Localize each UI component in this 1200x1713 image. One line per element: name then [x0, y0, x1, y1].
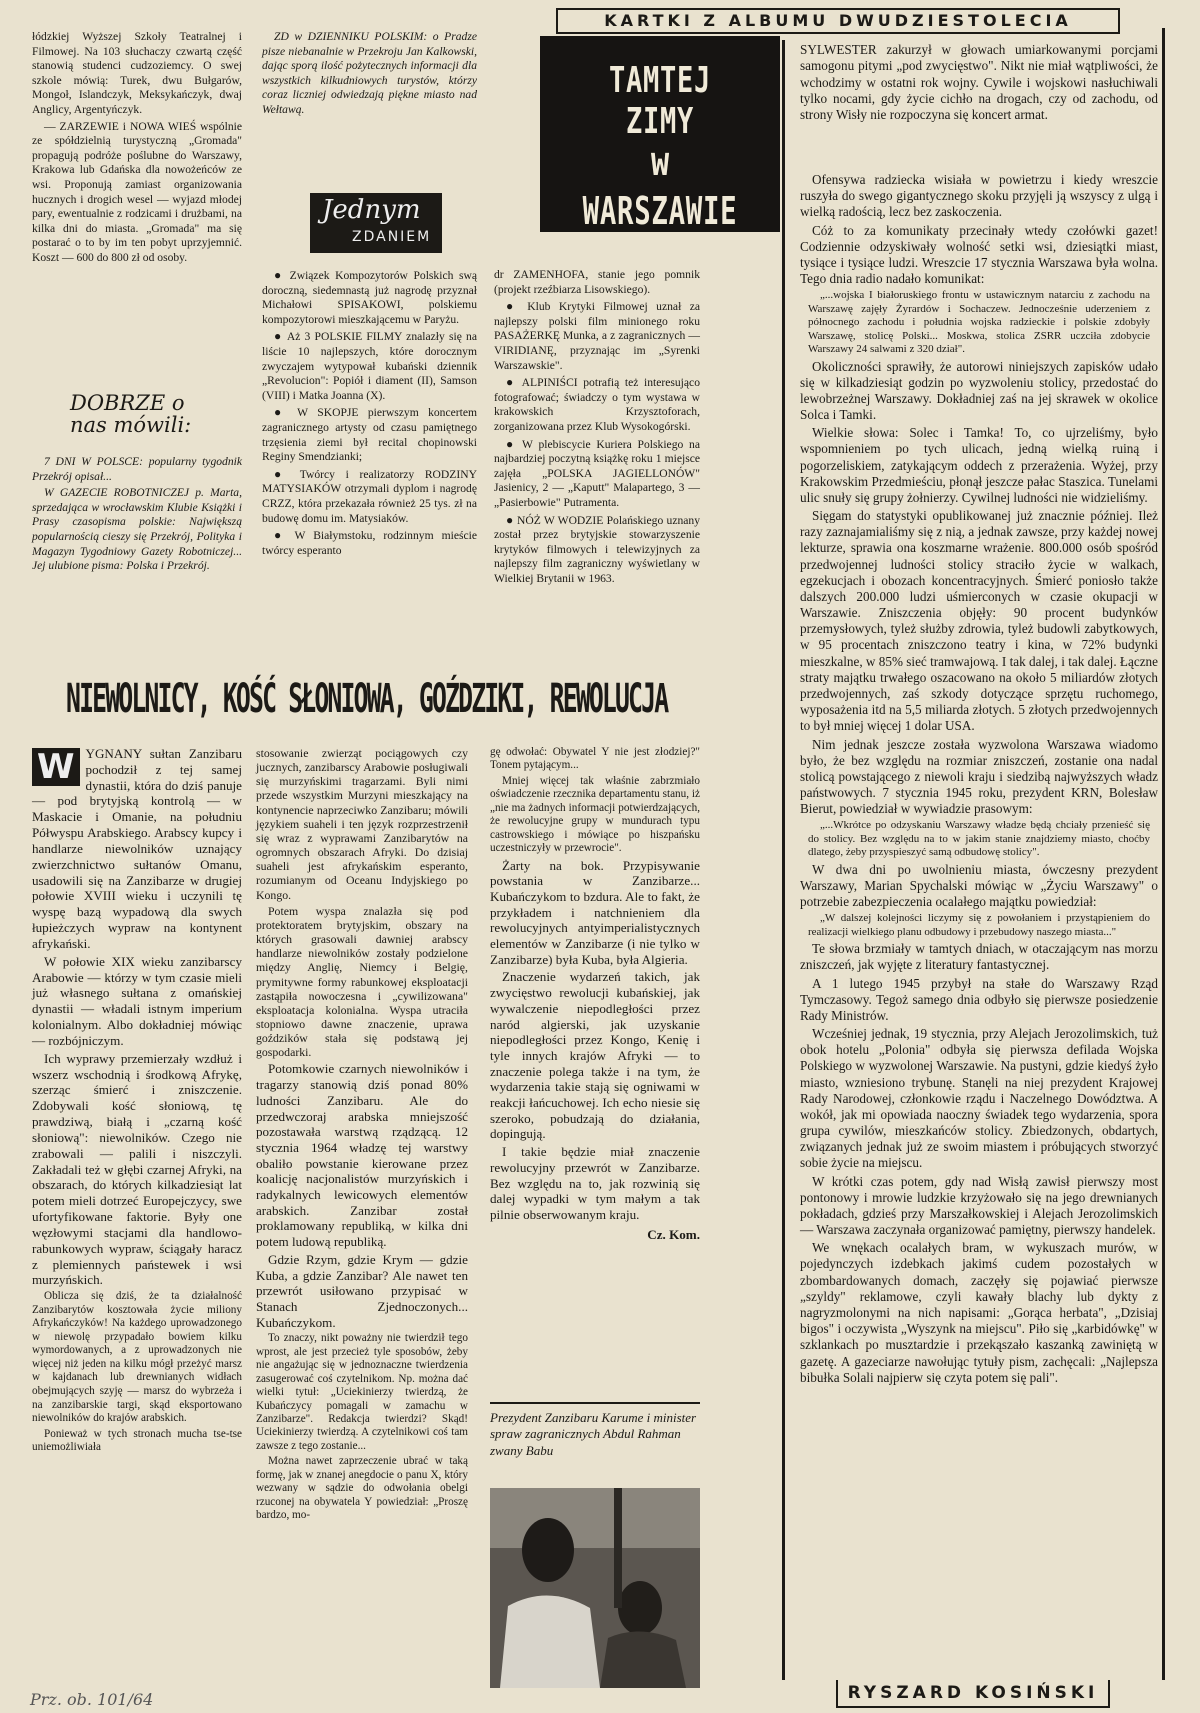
- brief-item: ● W SKOPJE pierwszym koncertem zagranicznego artysty od czasu pamiętnego trzęsienia ziemi był recital chopinowski Reginy Smendzianki;: [262, 405, 477, 464]
- body-paragraph: Ich wyprawy przemierzały wzdłuż i wszerz wschodnią i środkową Afrykę, szerząc śmierć i zniszczenie. Zdobywali kość słoniową, tę prawdziwą, białą i „czarną kość słoniową": niewolników. Czego nie zrabowali — palili i niszczyli. Zakładali też w głębi czarnej Afryki, na obszarach, do których kilkadziesiąt lat potem mieli dotrzeć Europejczycy, swe ufortyfikowane faktorie. Były one węzłowymi stacjami dla handlowo-rabunkowych wypraw, ściągały haracz z plemiennych państewek i wsi murzyńskich.: [32, 1050, 242, 1288]
- brief-item: ● Twórcy i realizatorzy RODZINY MATYSIAKÓW otrzymali dyplom i nagrodę CRZZ, która przekazała również 25 tys. zł na budowę domu im. Matysiaków.: [262, 467, 477, 526]
- note-paragraph: łódzkiej Wyższej Szkoły Teatralnej i Filmowej. Na 103 słuchaczy czwartą część stanowią studenci cudzoziemcy. O swej szkole mówią: Turek, dwu Bułgarów, Mongoł, Islandczyk, Meksykańczyk, dwaj Anglicy, Argentyńczyk.: [32, 30, 242, 116]
- body-paragraph: Ponieważ w tych stronach mucha tse-tse uniemożliwiała: [32, 1427, 242, 1454]
- brief-item: ● W plebiscycie Kuriera Polskiego na najbardziej poczytną książkę roku 1 miejsce zajęła „POLSKA JAGIELLONÓW" Jasienicy, 2 — „Kaputt" Malapartego, 3 — „Pasierbowie" Putramenta.: [494, 437, 700, 511]
- body-paragraph: Okoliczności sprawiły, że autorowi niniejszych zapisków udało się w kilkadziesiąt godzin po wyzwoleniu stolicy, przedostać do lewobrzeżnej Warszawy. Dokładniej zaś na jej skrawek w okolice Solca i Tamki.: [800, 358, 1158, 423]
- right-border-right: [1162, 28, 1165, 1680]
- body-paragraph: Można nawet zaprzeczenie ubrać w taką formę, jak w znanej anegdocie o panu X, który wezwany w sądzie do odwołania obelgi rzuconej na obywatela Y powiedział: „Proszę bardzo, mo-: [256, 1455, 468, 1522]
- brief-item: ● Aż 3 POLSKIE FILMY znalazły się na liście 10 najlepszych, które dorocznym zwyczajem wytypował kubański dziennik „Revolucion": Popiół i diament (II), Samson (VIII) i Matka Joanna (X).: [262, 329, 477, 403]
- jednym-zdaniem-logo: [310, 193, 442, 253]
- body-paragraph: W dwa dni po uwolnieniu miasta, ówczesny prezydent Warszawy, Marian Spychalski mówiąc w „Życiu Warszawy" o potrzebie zabezpieczenia ocalałego majątku powiedział:: [800, 861, 1158, 910]
- zdaniem-label: ZDANIEM: [352, 229, 432, 245]
- body-paragraph: Mniej więcej tak właśnie zabrzmiało oświadczenie rzecznika departamentu stanu, iż „nie ma żadnych informacji potwierdzających, że rewolucyjne grupy w mundurach typu castrowskiego i mówiące po hiszpańsku uczestniczyły w przewrocie".: [490, 774, 700, 855]
- note-paragraph: — ZARZEWIE i NOWA WIEŚ wspólnie ze spółdzielnią turystyczną „Gromada" propagują podróże poślubne do Warszawy, Krakowa lub Gdańska dla nowożeńców ze wsi. Proponują zamiast organizowania hucznych i drogich wesel — wyjazd młodej pary, ewentualnie z rodzicami i drużbami, na kilka dni do miasta. „Gromada" ma się postarać o to by im ten pobyt uprzyjemnić. Koszt — 600 do 800 zł od osoby.: [32, 119, 242, 264]
- brief-item: dr ZAMENHOFA, stanie jego pomnik (projekt rzeźbiarza Lisowskiego).: [494, 268, 700, 296]
- quote-paragraph: W GAZECIE ROBOTNICZEJ p. Marta, sprzedająca w wrocławskim Klubie Książki i Prasy czasopisma polskie: Największą popularnością cieszy się Przekrój, Polityka i Magazyn Tygodniowy Gazety Robotniczej... Jej ulubione pisma: Polska i Przekrój.: [32, 486, 242, 573]
- top-mid-column: [262, 30, 477, 120]
- title-line-1: TAMTEJ ZIMY: [608, 60, 712, 142]
- photo-caption: Prezydent Zanzibaru Karume i minister spraw zagranicznych Abdul Rahman zwany Babu: [490, 1410, 697, 1458]
- title-line-2: W: [650, 148, 670, 183]
- body-paragraph: Wielkie słowa: Solec i Tamka! To, co ujrzeliśmy, było wspomnieniem po tych ulicach, jedną wielką ruiną i pogorzeliskiem, zatykającym oddech z przerażenia. Wyżej, przy Krakowskim Przedmieściu, płonął jeszcze pałac Staszica. Tunelami ulic snuły się grupy żołnierzy. Cywilnej ludności nie widzieliśmy.: [800, 425, 1158, 505]
- quote-paragraph: „...wojska I białoruskiego frontu w ustawicznym natarciu z zachodu na Warszawę zajęły Żyrardów i Sochaczew. Jednocześnie uderzeniem z północnego zachodu i południa wojska radzieckie i polskie zdobyły Warszawę, stolicę Polski... Moskwa, stolica ZSRR uczciła zdobycie Warszawy 24 salwami z 320 dział".: [808, 289, 1150, 356]
- article-lead: [32, 746, 242, 952]
- brief-item: ● Klub Krytyki Filmowej uznał za najlepszy polski film minionego roku PASAŻERKĘ Munka, a z zagranicznych — VIRIDIANĘ, przyznając im „Syrenki Warszawskie".: [494, 299, 700, 373]
- article-lead-text: YGNANY sułtan Zanzibaru pochodził z tej samej dynastii, która do dziś panuje — pod brytyjską kontrolą — w Maskacie i Omanie, na południu Półwyspu Arabskiego. Arabscy kupcy i handlarze niewolników uznający zwierzchnictwo sułtanów Omanu, usadowili się na Zanzibarze w drugiej połowie XVIII wieku i uczynili tę wyspę bazą wypadową dla swych łupieżczych wypraw na kontynent afrykański.: [32, 746, 242, 951]
- body-paragraph: Wcześniej jednak, 19 stycznia, przy Alejach Jerozolimskich, tuż obok hotelu „Polonia" odbyła się pierwsza defilada Wojska Polskiego w wyzwolonej Warszawie. Na pustyni, gdzie kiedyś żyło miasto, wzniesiono trybunę. Stanęli na niej prezydent Krajowej Rady Narodowej, członkowie rządu i Naczelnego Dowództwa. A wokół, jak mi opowiada naoczny świadek tego wydarzenia, spora grupa cywilów, mieszkańców stolicy. Zbiedzonych, obdartych, związanych jednak już ze swoim miastem i próbujących stworzyć sobie życie na miejscu.: [800, 1026, 1158, 1171]
- brief-item: ● W Białymstoku, rodzinnym mieście twórcy esperanto: [262, 528, 477, 558]
- article-column-2: [256, 746, 468, 1525]
- note-paragraph: ZD w DZIENNIKU POLSKIM: o Pradze pisze niebanalnie w Przekroju Jan Kalkowski, dając sporą ilość pożytecznych informacji dla wszystkich kilkudniowych turystów, którzy coraz liczniej odwiedzają piękne miasto nad Wełtawą.: [262, 30, 477, 116]
- article-title: NIEWOLNICY, KOŚĆ SŁONIOWA, GOŹDZIKI, REWOLUCJA: [66, 676, 668, 722]
- body-paragraph: Potomkowie czarnych niewolników i tragarzy stanowią dziś ponad 80% ludności Zanzibaru. Ale do przedwczoraj arabska mniejszość pozostawała warstwą rządzącą. 12 stycznia 1964 władzę tej warstwy obaliło powstanie kierowane przez koalicję nacjonalistów murzyńskich i radykalnych lewicowych elementów arabskich. Zanzibar został proklamowany republiką, w kilka dni potem ludową republiką.: [256, 1061, 468, 1250]
- dobrze-column: [32, 455, 242, 576]
- body-paragraph: We wnękach ocalałych bram, w wykuszach murów, w pojedynczych izdebkach jakimś cudem pozostałych w zbombardowanych domach, zaczęły się pojawiać pierwsze „szyldy" reklamowe, czyli kawały blachy lub dykty z nagryzmolonymi na nich napisami: „Gorąca herbata", „Dzisiaj bigos" i oczywista „Wyszynk na miejscu". Piło się „karbidówkę" w szklankach po musztardzie i przekąszało kaszanką zawiniętą w gazetę. A gazeciarze nawołując tytuły pism, zachęcali: „Najlepsza bibułka Solali najpierw się czyta potem się pali".: [800, 1240, 1158, 1385]
- article-column-1: [32, 746, 242, 1457]
- archive-reference: Prz. ob. 101/64: [30, 1690, 154, 1709]
- dobrze-heading: DOBRZE o nas mówili:: [70, 391, 192, 438]
- top-left-column: [32, 30, 242, 268]
- body-paragraph: A 1 lutego 1945 przybył na stałe do Warszawy Rząd Tymczasowy. Tegoż samego dnia odbyło się pierwsze posiedzenie Rady Ministrów.: [800, 975, 1158, 1023]
- masthead: KARTKI Z ALBUMU DWUDZIESTOLECIA: [556, 8, 1120, 34]
- body-paragraph: Znaczenie wydarzeń takich, jak zwycięstwo rewolucji kubańskiej, jak wywalczenie niepodległości przez naród algierski, jak uzyskanie niepodległości przez Kongo, Kenię i tyle innych krajów Afryki — to znaczenie polega także i na tym, że wydarzenia takie stają się ogniwami w reakcji łańcuchowej. Ich echo niesie się szeroko, pobudzają do działania, dopingują.: [490, 969, 700, 1142]
- right-border-left: [782, 40, 785, 1680]
- intro-paragraph: SYLWESTER zakurzył w głowach umiarkowanymi porcjami samogonu pitymi „pod zwycięstwo". Nikt nie miał wątpliwości, że wchodzimy w ostatni rok wojny. Cywile i wojskowi nasłuchiwali tylko nocami, gdy życie cichło na drogach, czy od zachodu, od strony Wisły nie rozpoczyna się koncert armat.: [800, 42, 1158, 123]
- brief-item: ● NÓŻ W WODZIE Polańskiego uznany został przez brytyjskie stowarzyszenie krytyków filmowych i telewizyjnych za najlepszy film zagraniczny wyświetlany w Wielkiej Brytanii w 1963.: [494, 513, 700, 587]
- quote-paragraph: „W dalszej kolejności liczymy się z powołaniem i przystąpieniem do realizacji wielkiego planu odbudowy i przebudowy naszego miasta...": [808, 912, 1150, 938]
- article-signature: Cz. Kom.: [647, 1226, 700, 1242]
- dropcap: W: [32, 748, 80, 786]
- body-paragraph: Oblicza się dziś, że ta działalność Zanzibarytów kosztowała życie miliony Afrykańczyków! Na każdego uprowadzonego w niewolę przypadało bowiem kilku wymordowanych, a z uprowadzonych nie więcej niż jeden na kilku mógł przeżyć marsz w kajdanach lub drewnianych widłach obejmujących szyję — marsz do wybrzeża i na zanzibarskie targi, skąd eksportowano niewolników do krajów arabskich.: [32, 1290, 242, 1425]
- right-column: [800, 172, 1158, 1388]
- body-paragraph: Ofensywa radziecka wisiała w powietrzu i kiedy wreszcie ruszyła do swego gigantycznego skoku przyjęli ją wszyscy z ulgą i wielką radością, lecz bez zaskoczenia.: [800, 172, 1158, 220]
- quote-paragraph: 7 DNI W POLSCE: popularny tygodnik Przekrój opisał...: [32, 455, 242, 483]
- caption-rule: [490, 1402, 700, 1404]
- article-photo: [490, 1488, 700, 1688]
- brief-item: ● ALPINIŚCI potrafią też interesująco fotografować; świadczy o tym wystawa w krakowskich Krzysztoforach, zorganizowana przez Klub Wysokogórski.: [494, 375, 700, 434]
- body-paragraph: I takie będzie miał znaczenie rewolucyjny przewrót w Zanzibarze. Bez względu na to, jak rozwinią się dalej wypadki w tym małym a tak pilnie obserwowanym kraju.: [490, 1144, 700, 1222]
- body-paragraph: Sięgam do statystyki opublikowanej już znacznie później. Ileż razy zaznajamialiśmy się z nią, a jednak zawsze, przy każdej nowej lekturze, sprawia ona koszmarne wrażenie. 800.000 osób spośród przedwojennej ludności stolicy straciło życie w walkach, egzekucjach i obozach koncentracyjnych. Śmierć poniosło także dalszych 200.000 ludzi uśmierconych w czasie okupacji w Warszawie. Zniszczenia objęły: 90 procent budynków przemysłowych, tyleż służby zdrowia, tyleż budowli zabytkowych, w 95 procentach zniszczono teatry i kina, w 72% budynki mieszkalne, w 85% sieć tramwajową. I tak dalej, i tak dalej. Łączne straty majątku trwałego oszacowano na około 5 miliardów złotych przedwojennych, zaś szkody dotyczące sprzętu ruchomego, wyposażenia itd na 5,5 miliarda złotych. 5 złotych przedwojennych to był mniej więcej 1 dolar USA.: [800, 508, 1158, 734]
- body-paragraph: Te słowa brzmiały w tamtych dniach, w otaczającym nas morzu zniszczeń, jak wyjęte z literatury fantastycznej.: [800, 941, 1158, 973]
- body-paragraph: Nim jednak jeszcze została wyzwolona Warszawa wiadomo było, że bez względu na rozmiar zniszczeń, zostanie ona nadal stolicą powstającego z niewoli kraju i siedzibą najwyższych władz państwowych. 7 stycznia 1945 roku, prezydent KRN, Bolesław Bierut, powiedział w wywiadzie prasowym:: [800, 736, 1158, 817]
- brief-column-b: [494, 268, 700, 588]
- body-paragraph: stosowanie zwierząt pociągowych czy jucznych, zanzibarscy Arabowie posługiwali się murzyńskimi tragarzami. Byli nimi przede wszystkim Murzyni mieszkający na kontynencie naprzeciwko Zanzibaru; mówili językiem suaheli i ten język rozprzestrzenił się wraz z wyprawami Zanzibarytów na ogromnych obszarach Afryki. Do dzisiaj suaheli jest afrykańskim esperanto, rozumianym od Oceanu Indyjskiego po Kongo.: [256, 746, 468, 902]
- body-paragraph: W krótki czas potem, gdy nad Wisłą zawisł pierwszy most pontonowy i mrowie ludzkie krzyżowało się na jego drewnianych pokładach, gdzieś przy Marszałkowskiej i Alejach Jerozolimskich — Warszawa zaczynała organizować pamiętny, pierwszy handelek.: [800, 1173, 1158, 1238]
- author-byline: RYSZARD KOSIŃSKI: [836, 1680, 1110, 1708]
- jednym-label: Jednym: [322, 195, 421, 225]
- article-column-3: [490, 746, 700, 1242]
- brief-column-a: [262, 268, 477, 560]
- body-paragraph: W połowie XIX wieku zanzibarscy Arabowie — którzy w tym czasie mieli już własnego sułtana z omańskiej dynastii — władali istnym imperium kolonialnym. Albo dokładniej mówiąc — rozbójniczym.: [32, 953, 242, 1048]
- tamtej-zimy-title-block: [540, 36, 780, 232]
- body-paragraph: Gdzie Rzym, gdzie Krym — gdzie Kuba, a gdzie Zanzibar? Ale nawet ten przewrót usiłowano przypisać w Stanach Zjednoczonych... Kubańczykom.: [256, 1251, 468, 1330]
- right-intro: [800, 42, 1158, 126]
- title-line-3: WARSZAWIE: [582, 189, 738, 233]
- photo-illustration: [490, 1488, 700, 1688]
- body-paragraph: To znaczy, nikt poważny nie twierdził tego wprost, ale jest przecież tyle sposobów, żeby nie angażując się w jednoznaczne twierdzenia zasugerować coś czytelnikom. Np. można dać wielki tytuł: „Uciekinierzy twierdzą, że Kubańczycy pomagali w zamachu w Zanzibarze". Redakcja twierdzi? Skąd! Uciekinierzy twierdzą. A czytelnikowi coś tam zawsze z tego zostanie...: [256, 1332, 468, 1452]
- body-paragraph: Żarty na bok. Przypisywanie powstania w Zanzibarze... Kubańczykom to bzdura. Ale to fakt, że przykładem i natchnieniem dla rewolucyjnych antyimperialistycznych elementów w Zanzibarze (i nie tylko w Zanzibarze) była Kuba, była Algieria.: [490, 857, 700, 967]
- brief-item: ● Związek Kompozytorów Polskich swą doroczną, siedemnastą już nagrodę przyznał Michałowi SPISAKOWI, polskiemu kompozytorowi mieszkającemu w Paryżu.: [262, 268, 477, 327]
- body-paragraph: gę odwołać: Obywatel Y nie jest złodziej?" Tonem pytającym...: [490, 746, 700, 772]
- quote-paragraph: „...Wkrótce po odzyskaniu Warszawy władze będą chciały przenieść się do stolicy. Bez względu na to w jakim stanie znajdziemy miasto, choćby dlatego, żeby przyspieszyć samą odbudowę stolicy".: [808, 819, 1150, 859]
- body-paragraph: Cóż to za komunikaty przecinały wtedy czołówki gazet! Codziennie odzyskiwały wolność setki wsi, dziesiątki miast, tysiące i tysiące ludzi. Wreszcie 17 stycznia Warszawa była wolna. Tego dnia radio nadało komunikat:: [800, 222, 1158, 287]
- body-paragraph: Potem wyspa znalazła się pod protektoratem brytyjskim, obszary na których grasowali dawniej arabscy handlarze niewolników zostały podzielone między Anglię, Niemcy i Belgię, prymitywne formy rabunkowej eksploatacji zastąpiła nowoczesna i „cywilizowana" eksploatacja kolonialna. Wyspa utraciła stopniowo dawne znaczenie, uprawa goździków stała się podstawą jej gospodarki.: [256, 903, 468, 1060]
